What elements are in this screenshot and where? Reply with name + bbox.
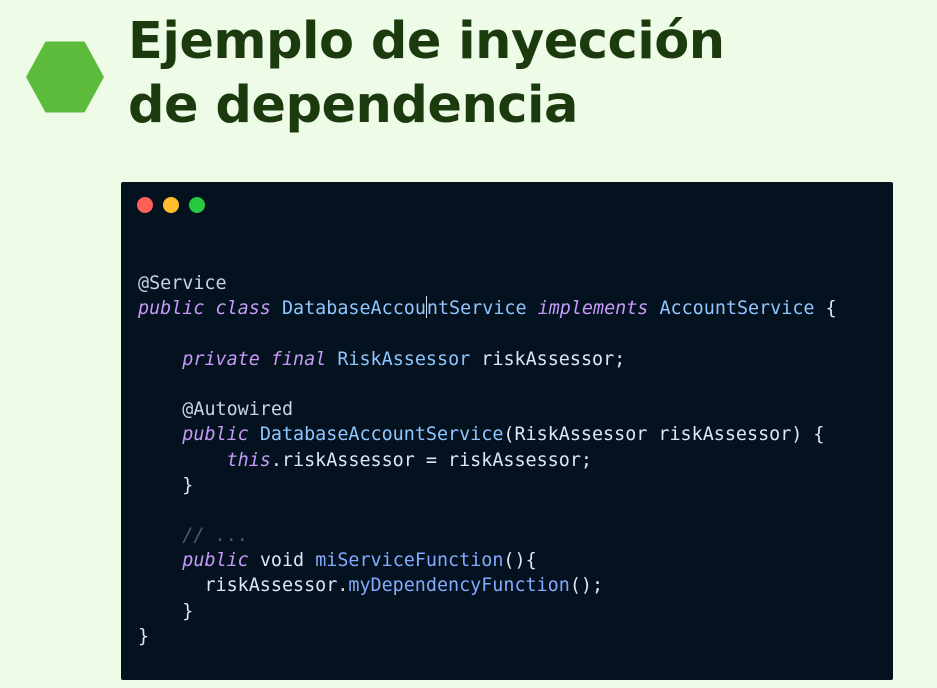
autowired-annotation: @Autowired <box>182 399 294 421</box>
keyword-private: private <box>182 348 260 370</box>
code-line-4 <box>138 347 837 372</box>
close-brace: } <box>138 625 150 647</box>
keyword-class: class <box>215 298 271 320</box>
constructor-name: DatabaseAccountService <box>259 424 504 446</box>
code-line-5 <box>138 372 837 397</box>
keyword-final: final <box>270 348 327 370</box>
method-parens: (){ <box>503 550 537 572</box>
code-line-12 <box>138 548 837 573</box>
code-line-2 <box>138 296 837 321</box>
field-type: RiskAssessor <box>337 348 471 370</box>
code-line-15 <box>138 624 837 649</box>
minimize-window-button[interactable] <box>163 197 179 213</box>
field-assignment: .riskAssessor = riskAssessor; <box>270 449 592 471</box>
title-line-1: Ejemplo de inyección <box>128 12 725 71</box>
code-editor-window <box>121 182 893 680</box>
constructor-params: (RiskAssessor riskAssessor) { <box>503 424 825 446</box>
code-line-10 <box>138 498 837 523</box>
code-line-13 <box>138 573 837 598</box>
class-name-part-2: ntService <box>426 298 527 320</box>
code-line-3 <box>138 322 837 347</box>
code-line-1 <box>138 271 837 296</box>
field-name: riskAssessor; <box>481 348 626 370</box>
call-function: myDependencyFunction <box>348 575 570 597</box>
code-block[interactable] <box>138 246 837 649</box>
code-line-8 <box>138 448 837 473</box>
code-line-9 <box>138 473 837 498</box>
keyword-implements: implements <box>537 298 649 320</box>
close-brace: } <box>182 600 194 622</box>
slide-title <box>128 10 725 138</box>
service-annotation: @Service <box>138 273 227 295</box>
keyword-this: this <box>226 449 271 471</box>
keyword-public: public <box>138 298 205 320</box>
code-comment: // ... <box>182 525 249 547</box>
keyword-void: void <box>259 550 305 572</box>
open-brace: { <box>825 298 837 320</box>
call-object: riskAssessor. <box>204 575 349 597</box>
close-brace: } <box>182 474 194 496</box>
class-name-part-1: DatabaseAccou <box>281 298 426 320</box>
hexagon-icon <box>26 40 104 114</box>
maximize-window-button[interactable] <box>189 197 205 213</box>
code-line-11 <box>138 523 837 548</box>
close-window-button[interactable] <box>137 197 153 213</box>
keyword-public: public <box>182 424 249 446</box>
keyword-public: public <box>182 550 249 572</box>
method-name: miServiceFunction <box>315 550 504 572</box>
interface-name: AccountService <box>659 298 815 320</box>
code-line-14 <box>138 599 837 624</box>
call-parens: (); <box>569 575 604 597</box>
code-line-6 <box>138 397 837 422</box>
code-line-7 <box>138 422 837 447</box>
title-line-2: de dependencia <box>128 76 578 135</box>
window-controls <box>137 197 215 213</box>
